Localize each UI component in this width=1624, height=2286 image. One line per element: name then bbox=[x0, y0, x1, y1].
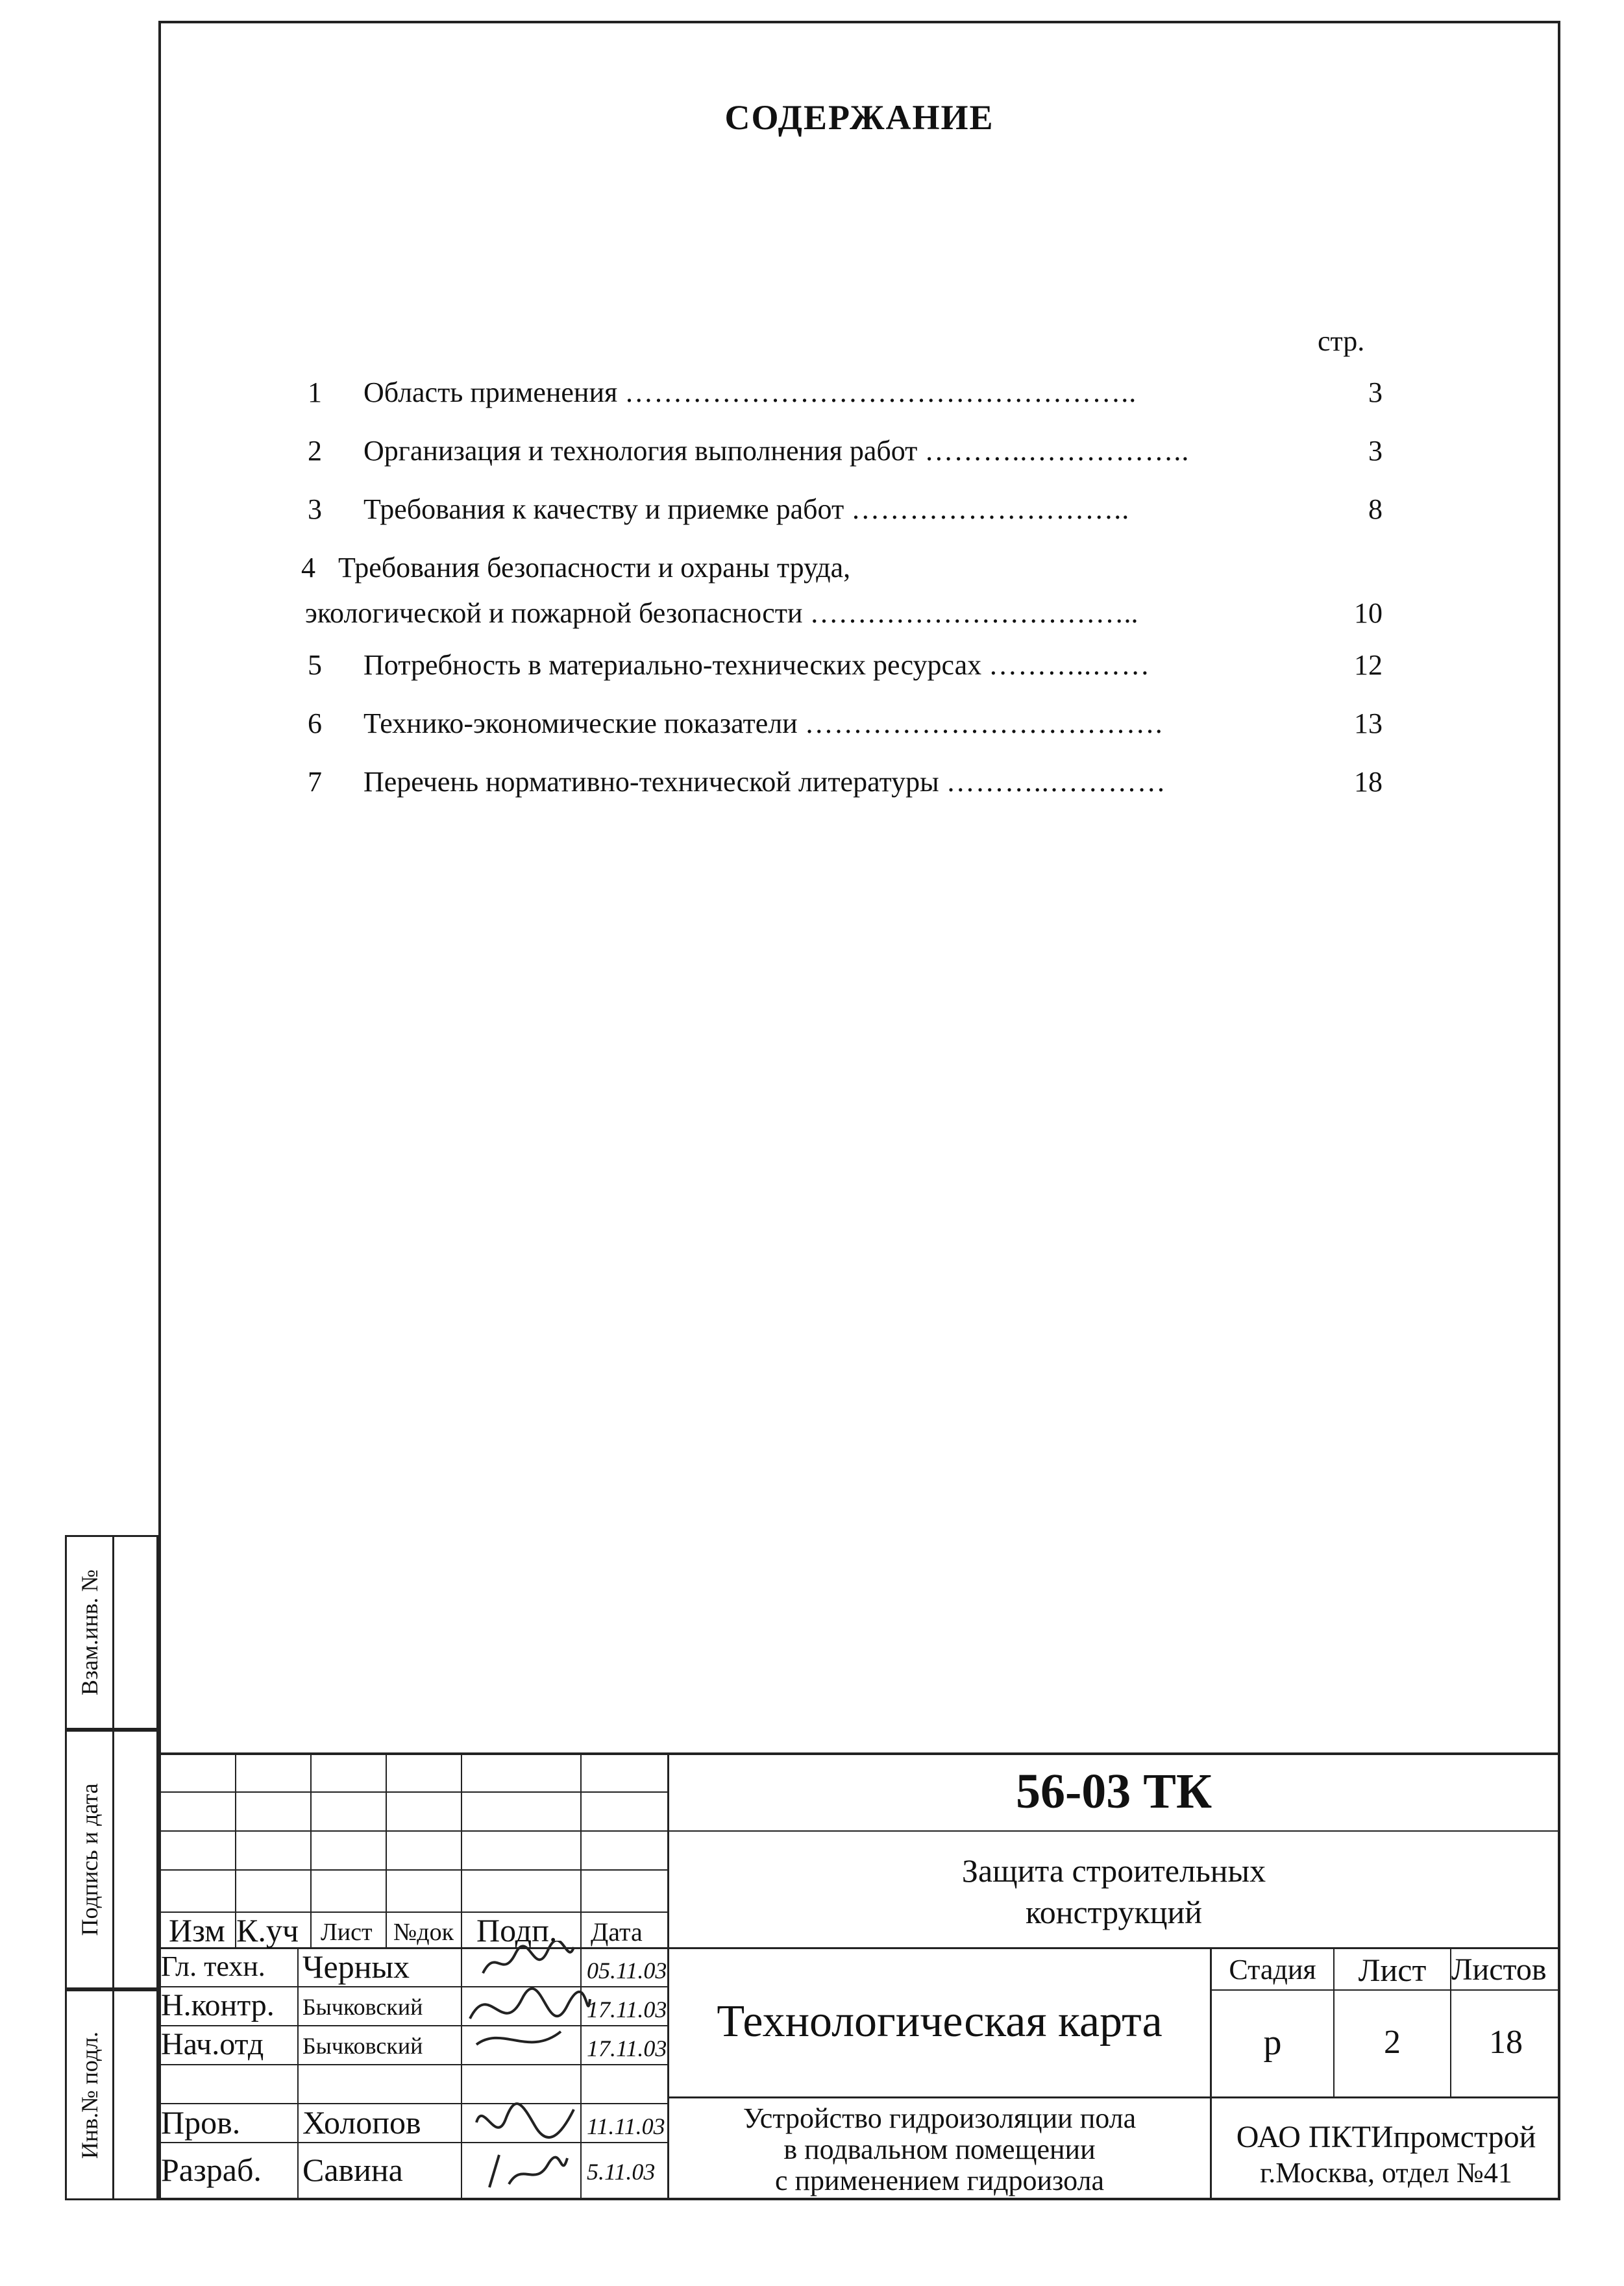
toc-item-label: Область применения bbox=[363, 376, 618, 408]
toc-item-number: 1 bbox=[308, 376, 322, 408]
toc-item-page: 3 bbox=[1368, 376, 1383, 408]
signature-image bbox=[476, 2148, 574, 2194]
side-stamp-inv bbox=[65, 1989, 158, 2200]
toc-item-page: 3 bbox=[1368, 435, 1383, 467]
side-stamp-label: Подпись и дата bbox=[77, 1783, 103, 1936]
stage-header: Стадия bbox=[1229, 1954, 1316, 1985]
toc-item bbox=[286, 763, 1383, 802]
header-data: Дата bbox=[591, 1917, 643, 1947]
toc-item-number: 5 bbox=[308, 649, 322, 681]
organization-name: ОАО ПКТИпромстрой bbox=[1236, 2120, 1536, 2154]
stage-value: р bbox=[1263, 2022, 1282, 2063]
toc-item-label: Потребность в материально-технических ресурсах bbox=[363, 649, 982, 681]
signature-image bbox=[470, 2096, 580, 2148]
toc-item-leader: ……………………….. bbox=[851, 493, 1130, 525]
header-podp: Подп. bbox=[476, 1912, 558, 1948]
toc-item-leader: ………………………………. bbox=[804, 707, 1163, 739]
page-title: СОДЕРЖАНИЕ bbox=[724, 98, 994, 137]
toc-item-label-continuation: экологической и пожарной безопасности bbox=[305, 597, 803, 629]
sheet-count: 18 bbox=[1489, 2024, 1523, 2061]
toc-item bbox=[286, 704, 1383, 743]
header-list: Лист bbox=[321, 1919, 373, 1946]
toc-item-leader: ………..………… bbox=[946, 766, 1166, 798]
role-label: Гл. техн. bbox=[161, 1950, 265, 1982]
sign-date: 11.11.03 bbox=[587, 2113, 665, 2139]
title-block bbox=[158, 1752, 1560, 2200]
toc-item-page: 12 bbox=[1354, 649, 1383, 681]
role-label: Пров. bbox=[161, 2104, 241, 2141]
person-name: Савина bbox=[302, 2152, 403, 2188]
toc-item bbox=[286, 548, 1383, 639]
organization-department: г.Москва, отдел №41 bbox=[1260, 2157, 1512, 2189]
role-label: Разраб. bbox=[161, 2152, 262, 2188]
toc-item bbox=[286, 646, 1383, 685]
sheet-header: Лист bbox=[1358, 1952, 1427, 1988]
section-title-line2: конструкций bbox=[1025, 1894, 1203, 1930]
sheets-header: Листов bbox=[1451, 1952, 1547, 1987]
side-stamp-vzam bbox=[65, 1535, 158, 1730]
description-line2: в подвальном помещении bbox=[783, 2133, 1096, 2165]
toc-item bbox=[286, 373, 1383, 412]
sign-date: 17.11.03 bbox=[587, 2035, 667, 2061]
toc-item-number: 2 bbox=[308, 435, 322, 467]
role-label: Нач.отд bbox=[161, 2027, 264, 2061]
toc-item-leader: …………………………….. bbox=[809, 597, 1138, 629]
page-column-header: стр. bbox=[1318, 325, 1365, 357]
toc-item-leader: ………..…… bbox=[989, 649, 1151, 681]
sign-date: 05.11.03 bbox=[587, 1958, 667, 1984]
toc-item-leader: ………..…………….. bbox=[924, 435, 1190, 467]
toc-item-page: 13 bbox=[1354, 707, 1383, 739]
toc-item-label: Организация и технология выполнения работ bbox=[363, 435, 918, 467]
toc-item-label: Перечень нормативно-технической литературы bbox=[363, 766, 939, 798]
header-izm: Изм bbox=[169, 1912, 225, 1948]
toc-item-page: 8 bbox=[1368, 493, 1383, 525]
description-line3: с применением гидроизола bbox=[774, 2165, 1105, 2196]
description-line1: Устройство гидроизоляции пола bbox=[743, 2102, 1137, 2134]
toc-item-label: Требования безопасности и охраны труда, bbox=[338, 552, 851, 584]
toc-item bbox=[286, 490, 1383, 529]
toc-item-label: Требования к качеству и приемке работ bbox=[363, 493, 844, 525]
person-name: Бычковский bbox=[302, 1994, 423, 2020]
person-name: Черных bbox=[302, 1948, 410, 1985]
toc-item-page: 10 bbox=[1354, 597, 1383, 629]
header-ndok: №док bbox=[393, 1919, 454, 1946]
toc-item-label: Технико-экономические показатели bbox=[363, 707, 798, 739]
sign-date: 17.11.03 bbox=[587, 1997, 667, 2022]
toc-item-number: 7 bbox=[308, 766, 322, 798]
header-kuch: К.уч bbox=[236, 1912, 299, 1948]
document-code: 56-03 ТК bbox=[1015, 1764, 1212, 1819]
toc-item bbox=[286, 432, 1383, 471]
sheet-number: 2 bbox=[1384, 2024, 1401, 2061]
toc-item-number: 4 bbox=[301, 552, 315, 584]
sign-date: 5.11.03 bbox=[587, 2159, 656, 2185]
person-name: Бычковский bbox=[302, 2033, 423, 2059]
side-stamp-podpis bbox=[65, 1730, 158, 1989]
side-stamp-label: Инв.№ подл. bbox=[77, 2031, 103, 2159]
side-stamp-label: Взам.инв. № bbox=[77, 1569, 103, 1695]
toc-item-leader: …………………………………………….. bbox=[624, 376, 1137, 408]
toc-item-number: 6 bbox=[308, 707, 322, 739]
document-type: Технологическая карта bbox=[717, 1997, 1163, 2046]
person-name: Холопов bbox=[302, 2104, 421, 2141]
signature-image bbox=[463, 1980, 593, 2064]
role-label: Н.контр. bbox=[161, 1988, 275, 2022]
toc-item-page: 18 bbox=[1354, 766, 1383, 798]
section-title-line1: Защита строительных bbox=[961, 1852, 1266, 1889]
toc-item-number: 3 bbox=[308, 493, 322, 525]
